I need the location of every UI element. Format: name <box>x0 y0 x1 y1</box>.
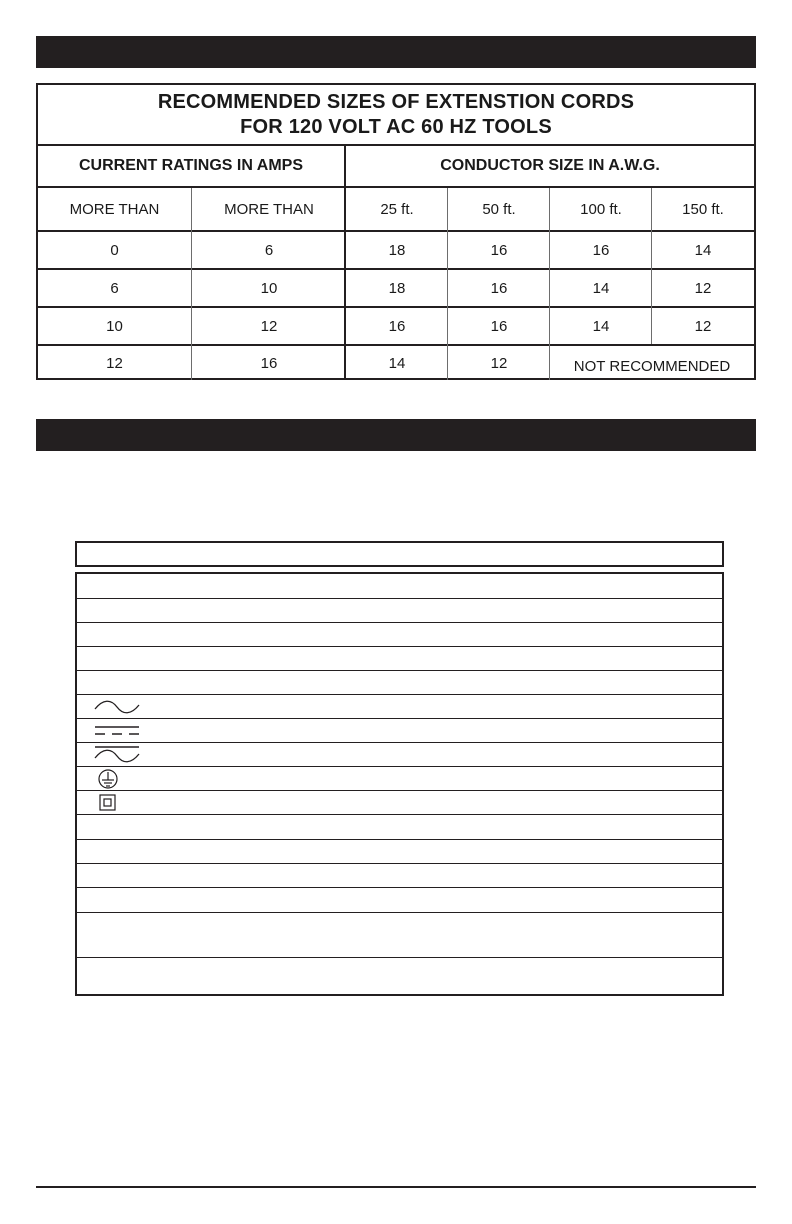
table-title-line2: FOR 120 VOLT AC 60 HZ TOOLS <box>240 115 552 138</box>
table-row <box>77 913 722 958</box>
class-ii-construction-icon <box>98 794 118 812</box>
ac-dc-icon <box>93 744 141 766</box>
table-row <box>77 647 722 671</box>
extension-cord-table <box>36 83 756 380</box>
table-cell: 18 <box>388 241 406 259</box>
table-row <box>77 864 722 888</box>
column-header: 50 ft. <box>482 200 516 218</box>
table-cell: 16 <box>490 241 508 259</box>
table-row <box>77 791 722 815</box>
table-cell: 6 <box>110 279 119 297</box>
column-header: 25 ft. <box>380 200 414 218</box>
table-cell: 16 <box>490 317 508 335</box>
table-cell: 6 <box>264 241 274 259</box>
table-row <box>77 958 722 994</box>
table-cell: 12 <box>260 317 278 335</box>
table-cell: 14 <box>592 317 610 335</box>
table-row <box>77 815 722 840</box>
column-header: MORE THAN <box>69 200 160 218</box>
table-cell: 14 <box>694 241 712 259</box>
table-row <box>77 695 722 719</box>
footer-rule <box>36 1186 756 1188</box>
table-cell: 12 <box>106 354 123 372</box>
table-cell: 10 <box>260 279 278 297</box>
table-row <box>77 743 722 767</box>
table-row <box>77 840 722 864</box>
not-recommended-cell: NOT RECOMMENDED <box>573 357 731 375</box>
earthing-terminal-icon <box>97 768 119 790</box>
table-cell: 12 <box>694 279 712 297</box>
table-cell: 18 <box>388 279 406 297</box>
table-row <box>77 767 722 791</box>
table-cell: 14 <box>592 279 610 297</box>
table-row <box>77 599 722 623</box>
current-ratings-header: CURRENT RATINGS IN AMPS <box>79 157 303 174</box>
table-row <box>77 888 722 913</box>
table-row <box>77 671 722 695</box>
column-header: 100 ft. <box>580 200 622 218</box>
column-header: MORE THAN <box>224 200 314 218</box>
table-cell: 12 <box>694 317 712 335</box>
table-row <box>77 623 722 647</box>
symbols-table-header <box>75 541 724 567</box>
symbols-table <box>75 572 724 996</box>
table-cell: 16 <box>388 317 406 335</box>
table-cell: 12 <box>490 354 508 372</box>
table-row <box>77 719 722 743</box>
table-title-line1: RECOMMENDED SIZES OF EXTENSTION CORDS <box>157 90 635 113</box>
table-cell: 16 <box>260 354 278 372</box>
column-header: 150 ft. <box>682 200 724 218</box>
section-header-bar <box>36 36 756 68</box>
section-header-bar <box>36 419 756 451</box>
table-cell: 16 <box>592 241 610 259</box>
table-row <box>77 574 722 599</box>
table-cell: 14 <box>388 354 406 372</box>
alternating-current-icon <box>93 697 141 717</box>
table-title <box>38 85 754 146</box>
table-cell: 10 <box>106 317 123 335</box>
table-cell: 16 <box>490 279 508 297</box>
direct-current-icon <box>93 723 141 739</box>
conductor-size-header: CONDUCTOR SIZE IN A.W.G. <box>440 157 660 174</box>
table-cell: 0 <box>110 241 119 259</box>
